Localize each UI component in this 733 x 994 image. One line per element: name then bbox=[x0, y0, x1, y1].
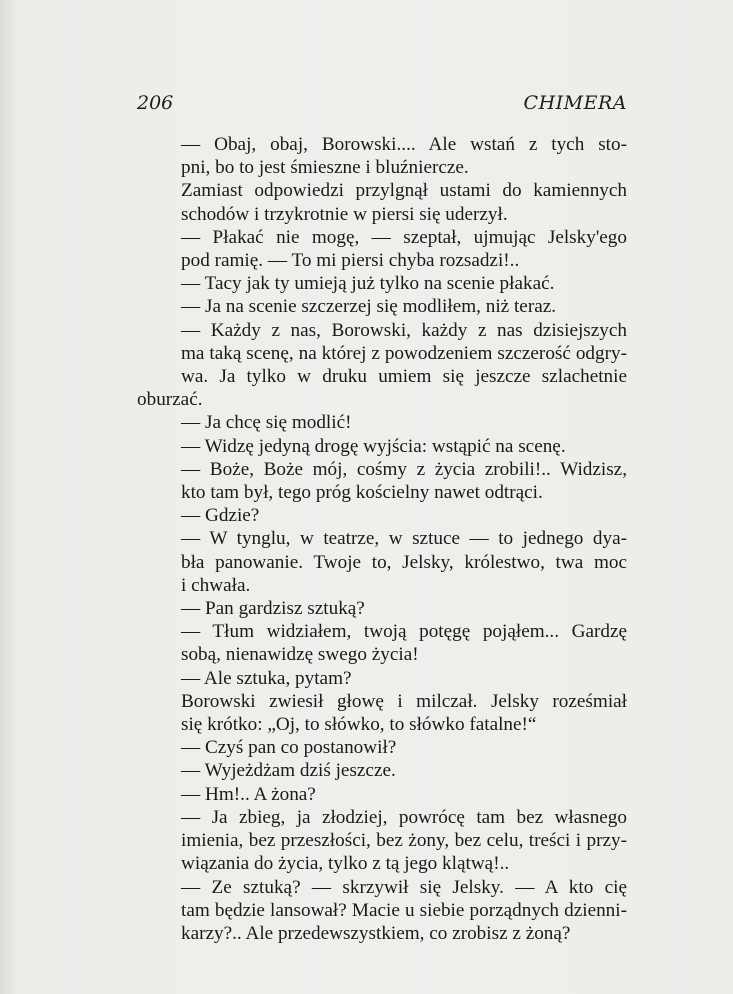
paragraph bbox=[137, 319, 627, 412]
paragraph bbox=[137, 504, 627, 527]
text-line: — Każdy z nas, Borowski, każdy z nas dzisiejszych bbox=[181, 319, 627, 341]
text-line: imienia, bez przeszłości, bez żony, bez celu, treści i przy- bbox=[181, 830, 627, 852]
paragraph bbox=[137, 690, 627, 736]
text-line: — Ja chcę się modlić! bbox=[181, 412, 352, 434]
paragraph bbox=[137, 736, 627, 759]
running-title: CHIMERA bbox=[523, 92, 627, 114]
text-line: — Boże, Boże mój, cośmy z życia zrobili!.. Widzisz, bbox=[181, 458, 627, 480]
text-line: — Tacy jak ty umieją już tylko na scenie płakać. bbox=[181, 273, 555, 295]
paragraph bbox=[137, 179, 627, 225]
text-line: bła panowanie. Twoje to, Jelsky, królestwo, twa moc bbox=[181, 551, 627, 573]
paragraph bbox=[137, 133, 627, 179]
paragraph bbox=[137, 783, 627, 806]
text-line: — Pan gardzisz sztuką? bbox=[181, 598, 365, 620]
text-line: sobą, nienawidzę swego życia! bbox=[181, 644, 419, 666]
text-line: i chwała. bbox=[181, 574, 251, 596]
text-line: — Widzę jedyną drogę wyjścia: wstąpić na scenę. bbox=[181, 435, 566, 457]
text-line: — Ja na scenie szczerzej się modliłem, niż teraz. bbox=[181, 296, 557, 318]
text-line: karzy?.. Ale przedewszystkiem, co zrobisz z żoną? bbox=[181, 922, 571, 944]
text-line: — Tłum widziałem, twoją potęgę pojąłem... Gardzę bbox=[181, 621, 627, 643]
text-line: kto tam był, tego próg kościelny nawet odtrąci. bbox=[181, 482, 543, 504]
paragraph bbox=[137, 759, 627, 782]
paragraph bbox=[137, 667, 627, 690]
paragraph bbox=[137, 272, 627, 295]
paragraph bbox=[137, 226, 627, 272]
text-line: ma taką scenę, na której z powodzeniem szczerość odgry- bbox=[181, 342, 627, 364]
text-line: — W tynglu, w teatrze, w sztuce — to jednego dya- bbox=[181, 528, 627, 550]
text-line: — Gdzie? bbox=[181, 505, 260, 527]
text-line: pod ramię. — To mi piersi chyba rozsadzi!.. bbox=[181, 250, 520, 272]
text-line: wa. Ja tylko w druku umiem się jeszcze szlachetnie oburzać. bbox=[137, 366, 627, 411]
text-line: się krótko: „Oj, to słówko, to słówko fatalne!“ bbox=[181, 714, 537, 736]
paragraph bbox=[137, 295, 627, 318]
paragraph bbox=[137, 620, 627, 666]
text-line: — Czyś pan co postanowił? bbox=[181, 737, 397, 759]
paragraph bbox=[137, 876, 627, 946]
paragraph bbox=[137, 597, 627, 620]
text-line: — Płakać nie mogę, — szeptał, ujmując Jelsky'ego bbox=[181, 226, 627, 248]
text-line: Borowski zwiesił głowę i milczał. Jelsky roześmiał bbox=[181, 690, 627, 712]
text-line: — Ale sztuka, pytam? bbox=[181, 667, 352, 689]
text-line: schodów i trzykrotnie w piersi się uderzył. bbox=[181, 203, 508, 225]
paragraph bbox=[137, 458, 627, 504]
text-line: — Wyjeżdżam dziś jeszcze. bbox=[181, 760, 396, 782]
page-header bbox=[137, 92, 627, 118]
text-line: — Ja zbieg, ja złodziej, powrócę tam bez własnego bbox=[181, 806, 627, 828]
text-line: wiązania do życia, tylko z tą jego klątwą!.. bbox=[181, 853, 510, 875]
paragraph bbox=[137, 435, 627, 458]
paragraph bbox=[137, 527, 627, 597]
text-line: pni, bo to jest śmieszne i bluźniercze. bbox=[181, 157, 469, 179]
text-line: tam będzie lansował? Macie u siebie porządnych dzienni- bbox=[181, 899, 627, 921]
page-number: 206 bbox=[137, 92, 174, 114]
text-line: — Obaj, obaj, Borowski.... Ale wstań z tych sto- bbox=[181, 134, 627, 155]
body-text bbox=[137, 133, 627, 945]
text-line: — Ze sztuką? — skrzywił się Jelsky. — A kto cię bbox=[181, 876, 627, 898]
text-line: Zamiast odpowiedzi przylgnął ustami do kamiennych bbox=[181, 180, 627, 202]
text-line: — Hm!.. A żona? bbox=[181, 783, 316, 805]
paragraph bbox=[137, 411, 627, 434]
paragraph bbox=[137, 806, 627, 876]
